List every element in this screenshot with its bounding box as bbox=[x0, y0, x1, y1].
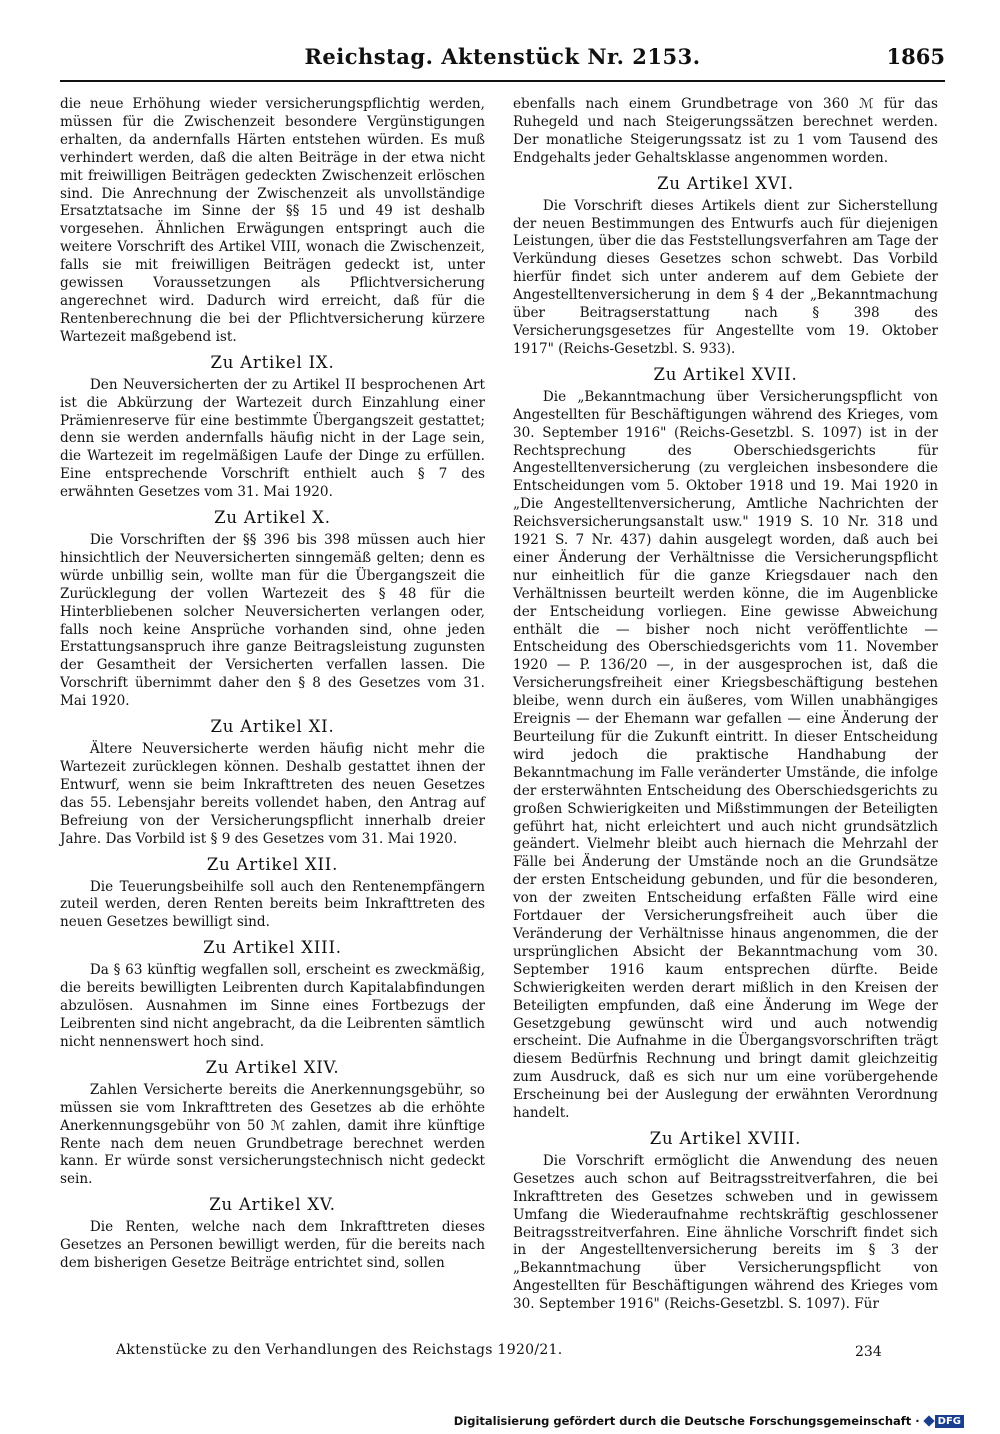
paragraph: Die Renten, welche nach dem Inkrafttreten dieses Gesetzes an Personen bewilligt werden, für die bereits nach dem bisherigen Gesetze Beiträge entrichtet sind, sollen bbox=[60, 1219, 485, 1272]
page-header bbox=[60, 44, 945, 76]
dfg-diamond-icon bbox=[923, 1415, 934, 1426]
paragraph: ebenfalls nach einem Grundbetrage von 360 ℳ für das Ruhegeld und nach Steigerungssätzen berechnet werden. Der monatliche Steigerungssatz ist zu 1 vom Tausend des Endgehalts jeder Gehaltsklasse angenommen worden. bbox=[513, 96, 938, 166]
paragraph: Zahlen Versicherte bereits die Anerkennungsgebühr, so müssen sie vom Inkrafttreten des Gesetzes ab die erhöhte Anerkennungsgebühr von 50 ℳ zahlen, damit ihre künftige Rente nach dem neuen Grundbetrage berechnet werden kann. Er würde sonst versicherungstechnisch nicht gedeckt sein. bbox=[60, 1081, 485, 1188]
paragraph: die neue Erhöhung wieder versicherungspflichtig werden, müssen für die Zwischenzeit besondere Vergünstigungen erhalten, da andernfalls Härten entstehen würden. Es muß verhindert werden, daß die alten Beiträge in der etwa nicht mit freiwilligen Beiträgen gedeckten Zwischenzeit erlöschen sind. Die Anrechnung der Zwischenzeit als unvollständige Ersatztatsache im Sinne der §§ 15 und 49 ist deshalb vorgesehen. Ähnlichen Erwägungen entspringt auch die weitere Vorschrift des Artikel VIII, wonach die Zwischenzeit, falls sie mit freiwilligen Beiträgen gedeckt ist, unter gewissen Voraussetzungen als Pflichtversicherung angerechnet wird. Dadurch wird erreicht, daß für die Rentenberechnung die bei der Pflichtversicherung kürzere Wartezeit maßgebend ist. bbox=[60, 96, 485, 345]
footer-source: Aktenstücke zu den Verhandlungen des Reichstags 1920/21. bbox=[116, 1342, 563, 1358]
section-heading: Zu Artikel XIV. bbox=[205, 1057, 340, 1077]
dfg-logo bbox=[925, 1415, 964, 1428]
right-column bbox=[513, 96, 938, 1314]
section-heading: Zu Artikel XIII. bbox=[203, 938, 342, 958]
dfg-logo-text: DFG bbox=[935, 1415, 964, 1428]
running-title: Reichstag. Aktenstück Nr. 2153. bbox=[304, 44, 701, 69]
section-heading: Zu Artikel XV. bbox=[209, 1195, 336, 1215]
paragraph: Ältere Neuversicherte werden häufig nicht mehr die Wartezeit zurücklegen können. Deshalb gestattet ihnen der Entwurf, wenn sie beim Inkrafttreten des neuen Gesetzes das 55. Lebensjahr bereits vollendet haben, den Antrag auf Befreiung von der Versicherungspflicht innerhalb dreier Jahre. Das Vorbild ist § 9 des Gesetzes vom 31. Mai 1920. bbox=[60, 741, 485, 847]
section-heading: Zu Artikel XVII. bbox=[653, 364, 798, 384]
paragraph: Die Teuerungsbeihilfe soll auch den Rentenempfängern zuteil werden, deren Renten bereits beim Inkrafttreten des neuen Gesetzes bewilligt sind. bbox=[60, 878, 485, 931]
section-heading: Zu Artikel XII. bbox=[206, 854, 339, 874]
section-heading: Zu Artikel XVIII. bbox=[649, 1128, 802, 1148]
header-rule bbox=[60, 80, 945, 82]
section-heading: Zu Artikel XVI. bbox=[657, 173, 794, 193]
section-heading: Zu Artikel X. bbox=[214, 508, 331, 528]
paragraph: Da § 63 künftig wegfallen soll, erscheint es zweckmäßig, die bereits bewilligten Leibrenten durch Kapitalabfindungen abzulösen. Ausnahmen im Sinne eines Fortbezugs der Leibrenten sind nicht angebracht, da die Leibrenten sämtlich nicht nennenswert hoch sind. bbox=[60, 962, 485, 1050]
paragraph: Die Vorschriften der §§ 396 bis 398 müssen auch hier hinsichtlich der Neuversicherten sinngemäß gelten; denn es würde unbillig sein, wollte man für die Übergangszeit die Zurücklegung der vollen Wartezeit des § 48 für die Hinterbliebenen solcher Neuversicherten verlangen oder, falls noch keine Ansprüche vorhanden sind, ohne jeden Erstattungsanspruch ihre ganze Beitragsleistung zugunsten der Gesamtheit der Versicherten verfallen lassen. Die Vorschrift übernimmt daher den § 8 des Gesetzes vom 31. Mai 1920. bbox=[60, 532, 485, 710]
paragraph: Die „Bekanntmachung über Versicherungspflicht von Angestellten für Beschäftigungen während des Krieges, vom 30. September 1916" (Reichs-Gesetzbl. S. 1097) ist in der Rechtsprechung des Oberschiedsgerichts für Angestelltenversicherung (zu vergleichen insbesondere die Entscheidungen vom 5. Oktober 1918 und 19. Mai 1920 in „Die Angestelltenversicherung, Amtliche Nachrichten der Reichsversicherungsanstalt usw." 1919 S. 10 Nr. 318 und 1921 S. 7 Nr. 437) dahin ausgelegt worden, daß auch bei einer Änderung der Verhältnisse die Versicherungspflicht nur einheitlich für die ganze Kriegsdauer nach den Verhältnissen beurteilt werden könne, die im Augenblicke der Entscheidung vorliegen. Eine gewisse Abweichung enthält die — bisher noch nicht veröffentlichte — Entscheidung des Oberschiedsgerichts vom 11. November 1920 — P. 136/20 —, in der ausgesprochen ist, daß die Versicherungsfreiheit einer Kriegsbeschäftigung bestehen bleibe, wenn durch ein äußeres, vom Willen unabhängiges Ereignis — der Ehemann war gefallen — eine Änderung der Beurteilung für die Zukunft eintritt. In dieser Entscheidung wird jedoch die praktische Handhabung der Bekanntmachung im Falle veränderter Umstände, die infolge der ersterwähnten Entscheidung des Oberschiedsgerichts zu großen Schwierigkeiten und Mißstimmungen der Beteiligten geführt hat, nicht erleichtert und auch nicht grundsätzlich geändert. Vielmehr bleibt auch hiernach die Mehrzahl der Fälle bei Änderung der Umstände noch an die Grundsätze der ersten Entscheidung gebunden, und für die besonderen, von der zweiten Entscheidung erfaßten Fälle wird eine Fortdauer der Versicherungsfreiheit auch über die Veränderung der Verhältnisse hinaus angenommen, die der ursprünglichen Absicht der Bekanntmachung vom 30. September 1916 kaum entsprechen dürfte. Beide Schwierigkeiten werden derart mißlich in den Kreisen der Beteiligten empfunden, daß eine Änderung im Wege der Gesetzgebung gewünscht wird und auch notwendig erscheint. Die Aufnahme in die Übergangsvorschriften trägt diesem Bedürfnis Rechnung und bringt damit gleichzeitig zum Ausdruck, daß es sich nur um eine vorübergehende Erscheinung bei der Auslegung der erwähnten Verordnung handelt. bbox=[513, 388, 938, 1122]
paragraph: Die Vorschrift dieses Artikels dient zur Sicherstellung der neuen Bestimmungen des Entwurfs auch für diejenigen Leistungen, über die das Feststellungsverfahren am Tage der Verkündung dieses Gesetzes schon schwebt. Das Vorbild hierfür findet sich unter anderem auf dem Gebiete der Angestelltenversicherung in dem § 4 der „Bekanntmachung über Beitragserstattung nach § 398 des Versicherungsgesetzes für Angestellte vom 19. Oktober 1917" (Reichs-Gesetzbl. S. 933). bbox=[513, 197, 938, 357]
section-heading: Zu Artikel IX. bbox=[210, 352, 335, 372]
page-number: 1865 bbox=[886, 44, 945, 69]
paragraph: Die Vorschrift ermöglicht die Anwendung des neuen Gesetzes auch schon auf Beitragsstreitverfahren, die bei Inkrafttreten des Gesetzes schweben und in gewissem Umfang die Wiederaufnahme rechtskräftig geschlossener Beitragsstreitverfahren. Eine ähnliche Vorschrift findet sich in der Angestelltenversicherung bereits im § 3 der „Bekanntmachung über Versicherungspflicht von Angestellten für Beschäftigungen während des Krieges vom 30. September 1916" (Reichs-Gesetzbl. S. 1097). Für bbox=[513, 1152, 938, 1313]
left-column bbox=[60, 96, 485, 1273]
digitization-text: Digitalisierung gefördert durch die Deutsche Forschungsgemeinschaft · bbox=[453, 1414, 920, 1428]
digitization-note bbox=[454, 1412, 964, 1430]
paragraph: Den Neuversicherten der zu Artikel II besprochenen Art ist die Abkürzung der Wartezeit durch Einzahlung einer Prämienreserve für eine bestimmte Übergangszeit gestattet; denn sie werden andernfalls häufig nicht in der Lage sein, die Wartezeit im regelmäßigen Laufe der Dinge zu erfüllen. Eine entsprechende Vorschrift enthielt auch § 7 des erwähnten Gesetzes vom 31. Mai 1920. bbox=[60, 376, 485, 501]
footer-signature: 234 bbox=[855, 1344, 882, 1360]
section-heading: Zu Artikel XI. bbox=[210, 717, 335, 737]
